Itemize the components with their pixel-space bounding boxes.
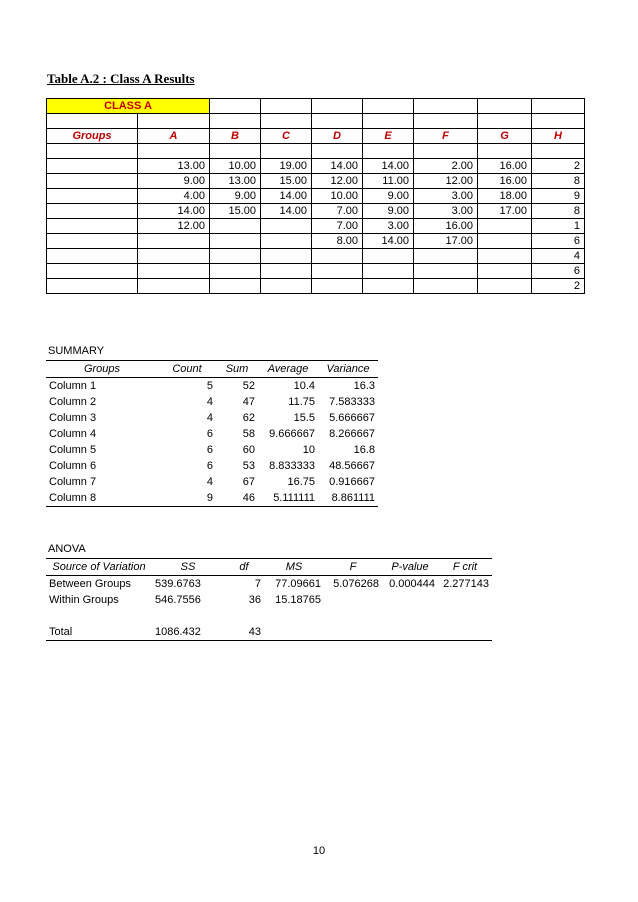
summary-cell: 10 [302,444,315,456]
summary-cell: 8.266667 [329,428,375,440]
summary-cell: 16.8 [353,444,375,456]
summary-cell: Column 5 [49,444,97,456]
summary-cell: 5.666667 [329,412,375,424]
summary-cell: Column 8 [46,490,158,507]
grid-cell [261,264,312,279]
anova-cell [382,624,438,641]
summary-header: Variance [318,361,378,378]
summary-cell: 62 [242,412,255,424]
grid-cell [47,189,138,204]
summary-cell: 4 [206,396,213,408]
anova-cell [438,608,492,624]
grid-cell [47,279,138,294]
anova-header: F [324,559,382,576]
summary-cell: 15.5 [293,412,315,424]
anova-header: df [224,559,264,576]
summary-cell: 53 [242,460,255,472]
summary-cell: 6 [206,444,213,456]
grid-cell [312,264,363,279]
anova-cell: 2.277143 [443,578,489,590]
grid-row [47,189,585,204]
grid-cell [312,249,363,264]
grid-cell: 9.00 [210,189,261,204]
grid-cell: 9.00 [363,204,414,219]
grid-header: F [414,129,478,144]
class-a-label: CLASS A [47,99,210,114]
grid-row [47,174,585,189]
grid-cell [138,279,210,294]
summary-cell: Column 3 [49,412,97,424]
summary-cell: Column 7 [49,476,97,488]
grid-cell: 12.00 [414,174,478,189]
grid-cell [261,249,312,264]
anova-cell: Between Groups [49,578,131,590]
summary-cell: Column 2 [49,396,97,408]
grid-cell [478,279,532,294]
summary-header: Groups [46,361,158,378]
grid-cell: 14.00 [363,159,414,174]
summary-cell: 7.583333 [329,396,375,408]
grid-cell: 14.00 [363,234,414,249]
summary-cell: 10.4 [293,380,315,392]
grid-header: H [532,129,585,144]
grid-cell [138,264,210,279]
grid-cell: 9 [532,189,585,204]
anova-cell [382,592,438,608]
grid-cell: 13.00 [210,174,261,189]
grid-cell: 7.00 [312,204,363,219]
summary-cell: 8.861111 [318,490,378,507]
grid-row [47,204,585,219]
anova-cell: 539.6763 [155,578,201,590]
grid-cell [47,174,138,189]
grid-row [47,249,585,264]
summary-table [46,360,378,507]
grid-cell: 10.00 [312,189,363,204]
grid-cell: 14.00 [312,159,363,174]
summary-cell: 52 [242,380,255,392]
summary-row [46,458,378,474]
summary-cell: 46 [216,490,258,507]
anova-header: SS [152,559,224,576]
anova-row [46,608,492,624]
grid-cell: 17.00 [478,204,532,219]
grid-cell [210,264,261,279]
grid-cell: 15.00 [261,174,312,189]
summary-cell: 5.111111 [258,490,318,507]
grid-cell: 16.00 [414,219,478,234]
summary-cell: 9.666667 [269,428,315,440]
grid-cell: 8 [532,174,585,189]
grid-header: Groups [47,129,138,144]
anova-row [46,576,492,593]
summary-row [46,394,378,410]
grid-cell: 1 [532,219,585,234]
grid-cell [47,204,138,219]
summary-cell: 60 [242,444,255,456]
summary-header: Average [258,361,318,378]
anova-cell [264,608,324,624]
summary-cell: Column 4 [49,428,97,440]
anova-cell [382,608,438,624]
anova-cell [324,624,382,641]
page-number: 10 [312,845,326,857]
anova-cell [438,624,492,641]
summary-cell: 8.833333 [269,460,315,472]
summary-cell: 16.3 [353,380,375,392]
grid-cell: 4.00 [138,189,210,204]
summary-header: Sum [216,361,258,378]
anova-cell: 43 [224,624,264,641]
summary-cell: 9 [158,490,216,507]
anova-table [46,558,492,641]
anova-header: F crit [438,559,492,576]
grid-cell [414,249,478,264]
grid-cell: 6 [532,234,585,249]
grid-header: B [210,129,261,144]
anova-cell: 15.18765 [275,594,321,606]
grid-cell [312,279,363,294]
grid-cell [210,249,261,264]
summary-cell: 58 [242,428,255,440]
summary-row [46,378,378,395]
summary-header: Count [158,361,216,378]
grid-cell [47,159,138,174]
grid-cell: 12.00 [312,174,363,189]
grid-cell: 14.00 [261,189,312,204]
grid-cell [363,264,414,279]
summary-row [46,442,378,458]
summary-cell: 6 [206,460,213,472]
grid-cell: 13.00 [138,159,210,174]
summary-cell: 5 [206,380,213,392]
grid-cell: 14.00 [138,204,210,219]
grid-cell [210,219,261,234]
grid-cell [138,249,210,264]
anova-cell [46,608,152,624]
grid-cell: 10.00 [210,159,261,174]
anova-header: Source of Variation [46,559,152,576]
grid-cell: 8 [532,204,585,219]
grid-cell [261,279,312,294]
anova-cell [264,624,324,641]
anova-header-row [46,559,492,576]
grid-header: C [261,129,312,144]
grid-row [47,159,585,174]
summary-cell: 16.75 [287,476,315,488]
grid-cell: 15.00 [210,204,261,219]
anova-header: MS [264,559,324,576]
grid-cell [261,219,312,234]
summary-cell: 48.56667 [329,460,375,472]
grid-row [47,264,585,279]
summary-cell: 4 [206,412,213,424]
grid-cell: 2.00 [414,159,478,174]
anova-cell: 546.7556 [155,594,201,606]
grid-header: A [138,129,210,144]
anova-cell: 7 [254,578,261,590]
grid-cell: 18.00 [478,189,532,204]
grid-header: E [363,129,414,144]
anova-header: P-value [382,559,438,576]
grid-cell [414,279,478,294]
summary-cell: 0.916667 [329,476,375,488]
grid-cell: 11.00 [363,174,414,189]
grid-cell [363,249,414,264]
anova-cell [224,608,264,624]
anova-cell: 77.09661 [275,578,321,590]
grid-cell: 6 [532,264,585,279]
summary-cell: 47 [242,396,255,408]
grid-cell: 16.00 [478,174,532,189]
grid-cell [138,234,210,249]
anova-cell [438,592,492,608]
anova-cell [324,608,382,624]
grid-cell: 12.00 [138,219,210,234]
grid-cell: 3.00 [363,219,414,234]
grid-cell [478,249,532,264]
table-title: Table A.2 : Class A Results [47,71,195,86]
summary-row [46,490,378,507]
grid-cell: 14.00 [261,204,312,219]
grid-cell: 4 [532,249,585,264]
summary-row [46,426,378,442]
grid-row [47,279,585,294]
anova-cell: 0.000444 [389,578,435,590]
grid-header: D [312,129,363,144]
anova-caption: ANOVA [48,543,86,555]
anova-cell [152,608,224,624]
grid-cell: 2 [532,279,585,294]
grid-cell [47,264,138,279]
grid-cell [210,234,261,249]
summary-cell: 6 [206,428,213,440]
grid-cell: 2 [532,159,585,174]
anova-cell: Total [46,624,152,641]
anova-cell: 1086.432 [152,624,224,641]
anova-row [46,624,492,641]
summary-cell: 11.75 [288,396,315,408]
summary-cell: Column 1 [49,380,97,392]
anova-cell: 36 [248,594,261,606]
grid-cell: 9.00 [363,189,414,204]
grid-cell: 16.00 [478,159,532,174]
grid-cell [261,234,312,249]
grid-header: G [478,129,532,144]
grid-cell: 17.00 [414,234,478,249]
anova-cell: 5.076268 [333,578,379,590]
summary-header-row [46,361,378,378]
grid-row [47,219,585,234]
grid-cell [47,219,138,234]
grid-cell [478,234,532,249]
grid-cell [363,279,414,294]
summary-row [46,474,378,490]
grid-cell [47,249,138,264]
anova-cell [324,592,382,608]
grid-cell [47,234,138,249]
class-a-grid [46,98,585,294]
grid-cell [414,264,478,279]
grid-cell: 3.00 [414,189,478,204]
anova-cell: Within Groups [49,594,119,606]
grid-cell: 8.00 [312,234,363,249]
grid-cell: 7.00 [312,219,363,234]
grid-cell [210,279,261,294]
summary-cell: Column 6 [49,460,97,472]
anova-row [46,592,492,608]
summary-cell: 4 [206,476,213,488]
grid-cell: 19.00 [261,159,312,174]
grid-cell [478,264,532,279]
grid-cell: 3.00 [414,204,478,219]
summary-caption: SUMMARY [48,345,105,357]
summary-row [46,410,378,426]
summary-cell: 67 [242,476,255,488]
grid-header-row [47,129,585,144]
grid-cell [478,219,532,234]
grid-cell: 9.00 [138,174,210,189]
grid-row [47,234,585,249]
